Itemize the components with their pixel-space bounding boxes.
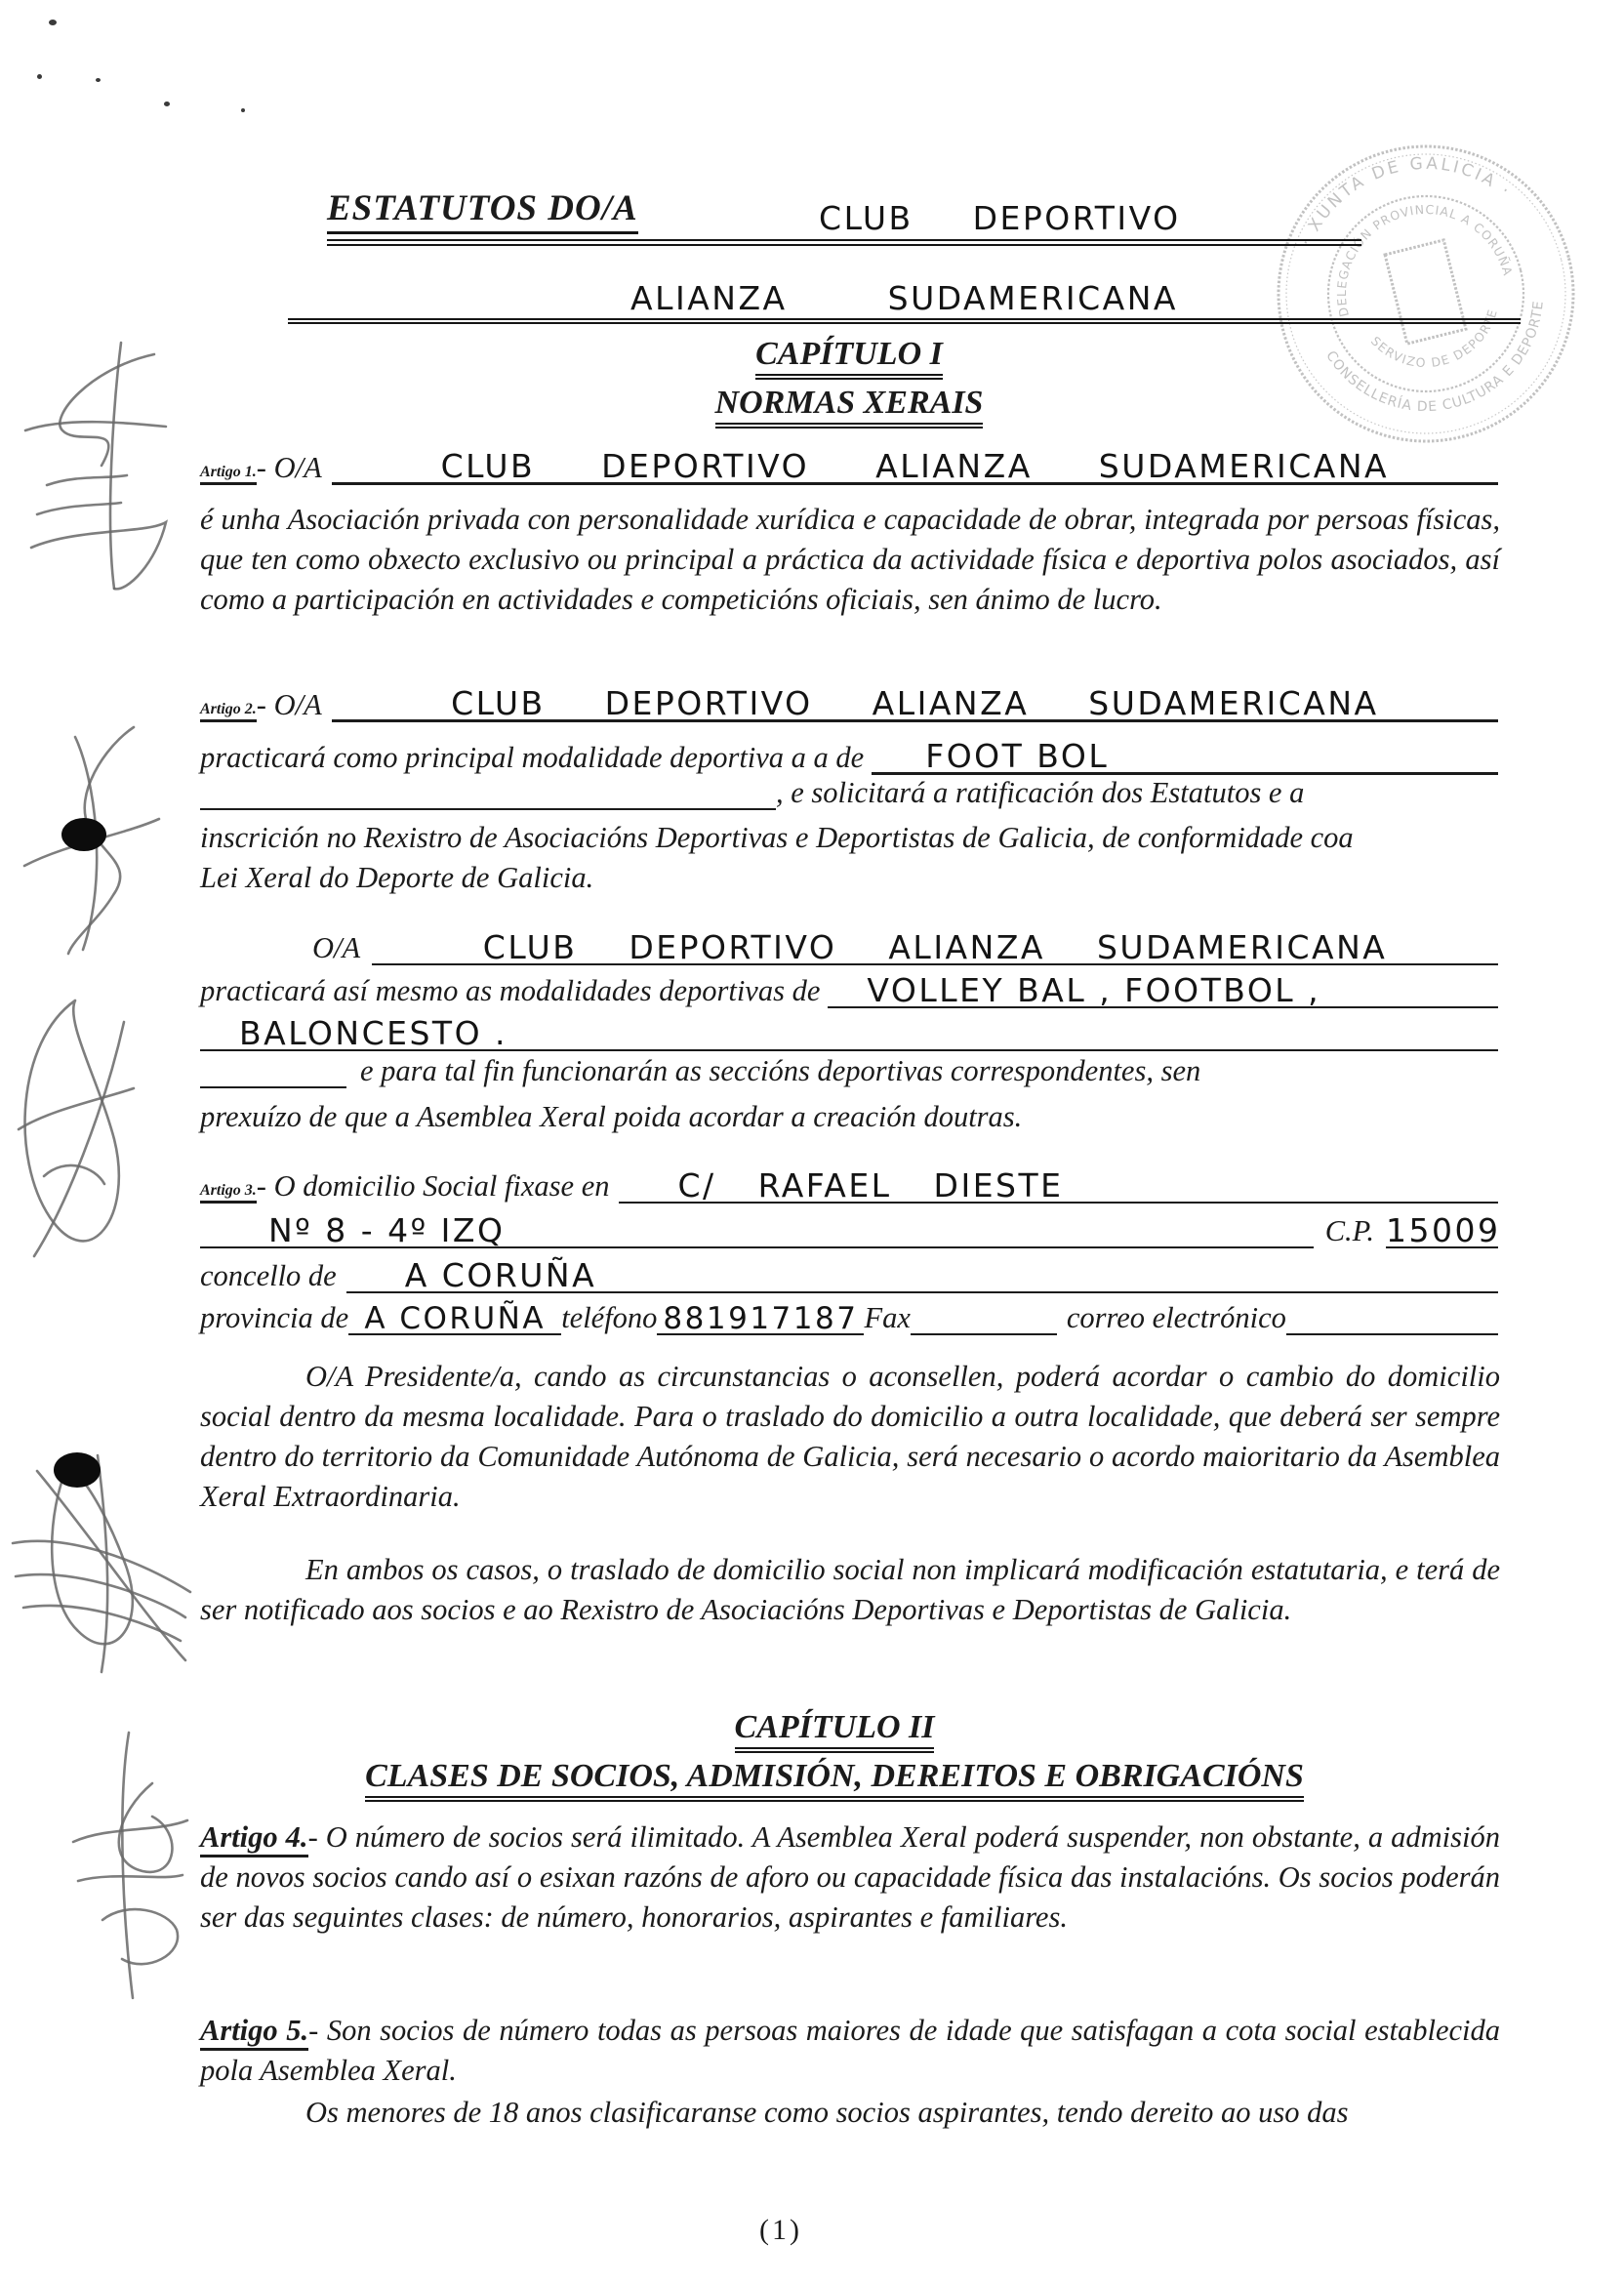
provincia-field: A CORUÑA bbox=[348, 1298, 561, 1335]
article3-paragraph2: En ambos os casos, o traslado de domicilio social non implicará modificación estatutaria, e terá de ser notificado aos socios e ao Rexistro de Asociacións Deportivas e Deportistas de Galicia. bbox=[200, 1553, 1500, 1626]
article1-body: é unha Asociación privada con personalidade xurídica e capacidade de obrar, integrada por persoas físicas, que ten como obxecto exclusivo ou principal a práctica da actividade física e deportiva polos asociados, así como a participación en actividades e competicións oficiais, sen ánimo de lucro. bbox=[200, 503, 1500, 616]
article3-line3 bbox=[200, 1253, 1498, 1293]
club-name-line2: ALIANZA SUDAMERICANA bbox=[630, 279, 1178, 317]
article5-label: Artigo 5. bbox=[200, 2014, 308, 2051]
signature bbox=[8, 337, 179, 615]
ink-speck bbox=[37, 74, 42, 79]
stamp-inner-top-text: DELEGACIÓN PROVINCIAL A CORUÑA bbox=[1333, 201, 1516, 318]
article3-line4 bbox=[200, 1298, 1498, 1335]
article2-prefix: - O/A bbox=[256, 688, 322, 721]
article2b-club-field: CLUB DEPORTIVO ALIANZA SUDAMERICANA bbox=[372, 925, 1498, 965]
page-number: (1) bbox=[759, 2214, 802, 2246]
telefono-label: teléfono bbox=[561, 1301, 658, 1334]
ink-speck bbox=[96, 78, 101, 82]
stamp-outer-bottom-text: CONSELLERÍA DE CULTURA E DEPORTE bbox=[1322, 299, 1547, 416]
email-label: correo electrónico bbox=[1066, 1301, 1286, 1334]
article2-line5: Lei Xeral do Deporte de Galicia. bbox=[200, 861, 594, 894]
article3-paragraph1: O/A Presidente/a, cando as circunstancias o aconsellen, poderá acordar o cambio do domicilio social dentro da mesma localidade. Para o traslado do domicilio a outra localidade, que deberá ser sempre dentro do territorio da Comunidade Autónoma de Galicia, será necesario o acordo maioritario da Asemblea Xeral Extraordinaria. bbox=[200, 1360, 1500, 1513]
cp-label: C.P. bbox=[1324, 1214, 1374, 1247]
concello-label: concello de bbox=[200, 1259, 337, 1292]
ink-dot bbox=[61, 818, 106, 851]
stamp-outer-top-text: · XUNTA DE GALICIA · bbox=[1296, 153, 1516, 250]
article2-line2: practicará como principal modalidade deportiva a a de FOOT BOL bbox=[200, 734, 1498, 775]
article1-prefix: - O/A bbox=[256, 451, 322, 484]
chapter2-subtitle: CLASES DE SOCIOS, ADMISIÓN, DEREITOS E OBRIGACIÓNS bbox=[365, 1758, 1304, 1802]
other-sports-field: VOLLEY BAL , FOOTBOL , bbox=[828, 968, 1498, 1008]
article5-body: Artigo 5.- Son socios de número todas as persoas maiores de idade que satisfagan a cota social establecida pola Asemblea Xeral. bbox=[200, 2014, 1500, 2087]
article2-label: Artigo 2. bbox=[200, 701, 257, 722]
email-field bbox=[1286, 1324, 1498, 1335]
postal-code-field: 15009 bbox=[1386, 1208, 1498, 1248]
article3-line2 bbox=[200, 1208, 1501, 1249]
article3-line1: Artigo 3. - O domicilio Social fixase en C/ RAFAEL DIESTE bbox=[200, 1163, 1498, 1204]
ink-dot bbox=[54, 1452, 101, 1488]
telefono-field: 881917187 bbox=[657, 1298, 864, 1335]
article1-label: Artigo 1. bbox=[200, 464, 257, 485]
article2-line3: , e solicitará a ratificación dos Estatutos e a bbox=[200, 776, 1498, 810]
chapter2-title: CAPÍTULO II bbox=[735, 1709, 935, 1753]
article2b-line3 bbox=[200, 1011, 1498, 1051]
fax-field bbox=[911, 1324, 1057, 1335]
article2-line4: inscrición no Rexistro de Asociacións Deportivas e Deportistas de Galicia, de conformidade coa bbox=[200, 821, 1354, 854]
empty-field bbox=[200, 798, 776, 810]
chapter1-title: CAPÍTULO I bbox=[755, 336, 943, 380]
ink-speck bbox=[49, 20, 57, 25]
chapter2-heading bbox=[117, 1703, 1552, 1801]
club-name-line1-field bbox=[638, 196, 1361, 237]
main-sport-field: FOOT BOL bbox=[872, 734, 1498, 775]
article2b-heading-row bbox=[200, 925, 1498, 965]
signature bbox=[5, 961, 146, 1288]
article2b-line5: prexuízo de que a Asemblea Xeral poida acordar a creación doutras. bbox=[200, 1100, 1023, 1133]
article2b-prefix: O/A bbox=[312, 931, 361, 964]
article5-paragraph2: Os menores de 18 anos clasificaranse como socios aspirantes, tendo dereito ao uso das bbox=[305, 2096, 1349, 2129]
form-title: ESTATUTOS DO/A bbox=[327, 187, 638, 234]
article2b-line2: practicará así mesmo as modalidades deportivas de VOLLEY BAL , FOOTBOL , bbox=[200, 968, 1498, 1008]
club-name-line1: CLUB DEPORTIVO bbox=[819, 199, 1181, 237]
empty-field bbox=[200, 1077, 346, 1088]
chapter1-subtitle: NORMAS XERAIS bbox=[715, 385, 984, 429]
stamp-inner-bottom-text: SERVIZO DE DEPORTE bbox=[1367, 306, 1501, 371]
article2b-line4: e para tal fin funcionarán as seccións deportivas correspondentes, sen bbox=[200, 1054, 1498, 1088]
article2-heading-row bbox=[200, 681, 1498, 722]
provincia-label: provincia de bbox=[200, 1301, 349, 1334]
ink-speck bbox=[164, 102, 170, 106]
address-street-field: C/ RAFAEL DIESTE bbox=[619, 1163, 1498, 1204]
ink-speck bbox=[241, 108, 245, 112]
other-sports-field-2: BALONCESTO . bbox=[200, 1011, 1498, 1051]
concello-field: A CORUÑA bbox=[346, 1253, 1498, 1293]
club-name-line2-field bbox=[288, 276, 1521, 324]
address-number-field: Nº 8 - 4º IZQ bbox=[200, 1208, 1314, 1248]
article3-label: Artigo 3. bbox=[200, 1182, 257, 1204]
fax-label: Fax bbox=[864, 1301, 911, 1334]
signature bbox=[8, 1449, 198, 1684]
article2-club-field: CLUB DEPORTIVO ALIANZA SUDAMERICANA bbox=[332, 681, 1498, 722]
chapter1-heading bbox=[200, 330, 1498, 428]
article1-heading-row bbox=[200, 444, 1498, 485]
article4-label: Artigo 4. bbox=[200, 1820, 308, 1857]
article1-club-field: CLUB DEPORTIVO ALIANZA SUDAMERICANA bbox=[332, 444, 1498, 485]
form-title-row bbox=[327, 187, 1361, 246]
article4-body: Artigo 4.- O número de socios será ilimitado. A Asemblea Xeral poderá suspender, non obstante, a admisión de novos socios cando así o esixan razóns de aforo ou capacidade física das instalacións. Os socios poderán ser das seguintes clases: de número, honorarios, aspirantes e familiares. bbox=[200, 1820, 1500, 1934]
